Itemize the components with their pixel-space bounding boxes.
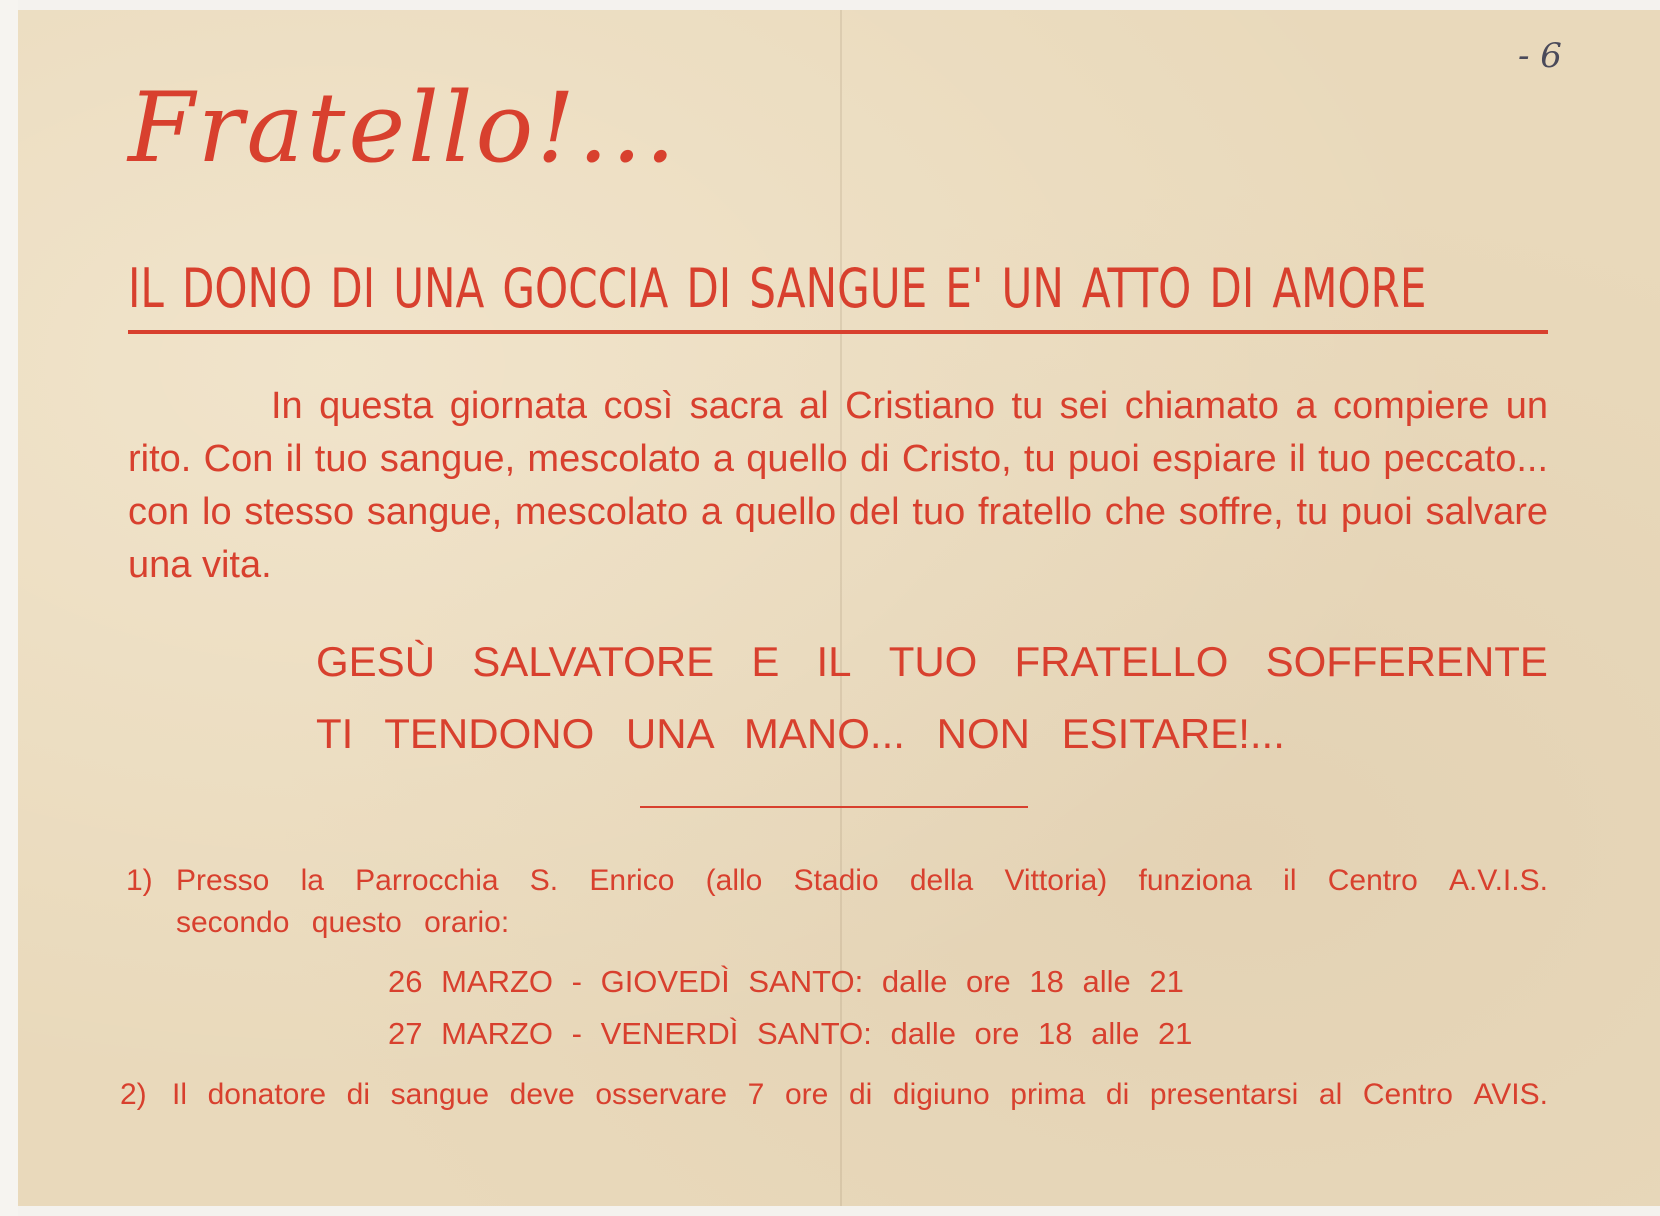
appeal-line-1 [316, 638, 1548, 686]
body-paragraph: In questa giornata così sacra al Cristiano tu sei chiamato a compiere un rito. Con il tuo sangue, mescolato a quello di Cristo, tu puoi espiare il tuo peccato... con lo stesso sangue, mescolato a quello del tuo fratello che soffre, tu puoi salvare una vita. [128, 385, 1548, 586]
note-word: Centro [1327, 864, 1418, 897]
note-word: prima [1010, 1078, 1086, 1111]
note-word: il [1283, 864, 1297, 897]
appeal-word: FRATELLO [1014, 638, 1229, 685]
note-word: osservare [595, 1078, 728, 1111]
schedule-thursday: 26 MARZO - GIOVEDÌ SANTO: dalle ore 18 alle 21 [388, 964, 1184, 999]
appeal-word: TUO [888, 638, 978, 685]
headline: IL DONO DI UNA GOCCIA DI SANGUE E' UN ATTO DI AMORE [128, 257, 1427, 320]
note-word: presentarsi [1149, 1078, 1299, 1111]
note-word: Presso [176, 864, 270, 897]
note-word: A.V.I.S. [1449, 864, 1548, 897]
note-word: Vittoria) [1004, 864, 1108, 897]
note-word: Parrocchia [355, 864, 499, 897]
note-word: Stadio [793, 864, 879, 897]
note-word: funziona [1138, 864, 1252, 897]
note-word: deve [509, 1078, 575, 1111]
note-word: di [848, 1078, 873, 1111]
section-divider [640, 806, 1028, 808]
appeal-word: SALVATORE [472, 638, 715, 685]
note-word: di [346, 1078, 371, 1111]
note-word: 7 [747, 1078, 765, 1111]
appeal-word: IL [816, 638, 852, 685]
paper-edge-top [0, 0, 1660, 10]
paper-edge-left [0, 0, 18, 1216]
note-word: Enrico [589, 864, 675, 897]
appeal-word: SOFFERENTE [1265, 638, 1548, 685]
page-title: Fratello!... [128, 72, 679, 184]
appeal-word: E [751, 638, 780, 685]
note-word: ore [784, 1078, 829, 1111]
note-word: Il [172, 1078, 187, 1111]
archive-number: - 6 [1518, 36, 1562, 76]
note-word: sangue [390, 1078, 490, 1111]
note-word: S. [529, 864, 559, 897]
appeal-word: GESÙ [316, 638, 436, 685]
note-word: al [1318, 1078, 1343, 1111]
note-word: donatore [207, 1078, 327, 1111]
note-1-line-1 [176, 864, 1548, 898]
note-word: (allo [705, 864, 763, 897]
note-2-text [172, 1078, 1548, 1112]
note-1-line-2: secondo questo orario: [176, 906, 510, 939]
note-word: la [300, 864, 324, 897]
note-1-number: 1) [126, 864, 153, 897]
headline-underline [128, 330, 1548, 334]
paper-edge-bottom [0, 1206, 1660, 1216]
note-word: Centro [1362, 1078, 1453, 1111]
schedule-friday: 27 MARZO - VENERDÌ SANTO: dalle ore 18 alle 21 [388, 1016, 1193, 1051]
note-2-number: 2) [120, 1078, 147, 1111]
note-word: di [1105, 1078, 1130, 1111]
note-word: digiuno [892, 1078, 990, 1111]
note-word: della [909, 864, 974, 897]
note-word: AVIS. [1473, 1078, 1548, 1111]
appeal-line-2: TI TENDONO UNA MANO... NON ESITARE!... [316, 710, 1285, 757]
